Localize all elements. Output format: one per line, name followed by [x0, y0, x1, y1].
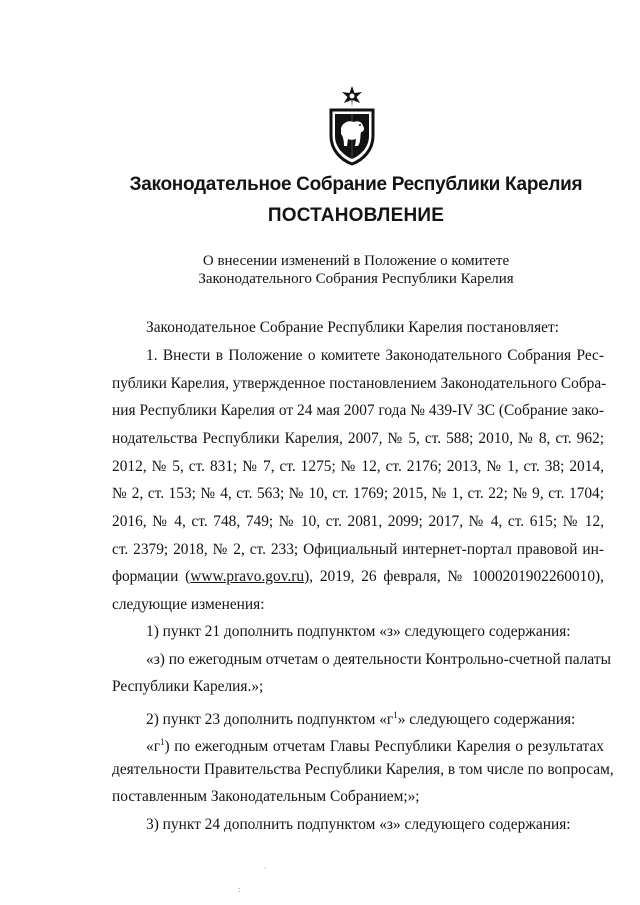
body-line-10: формации (www.pravo.gov.ru), 2019, 26 февраля, № 1000201902260010),: [112, 568, 604, 585]
karelia-coat-of-arms-icon: [327, 84, 377, 166]
item-1: 1) пункт 21 дополнить подпунктом «з» следующего содержания:: [146, 623, 571, 640]
body-line-5: нодательства Республики Карелия, 2007, № 5, ст. 588; 2010, № 8, ст. 962;: [112, 430, 604, 447]
body-line-8: 2016, № 4, ст. 748, 749; № 10, ст. 2081, 2099; 2017, № 4, ст. 615; № 12,: [112, 513, 604, 530]
body-line-9: ст. 2379; 2018, № 2, ст. 233; Официальный интернет-портал правовой ин-: [112, 541, 604, 558]
item-2-text-line-2: деятельности Правительства Республики Карелия, в том числе по вопросам,: [112, 761, 614, 778]
item-2: 2) пункт 23 дополнить подпунктом «$г^1$» следующего содержания:: [146, 710, 576, 729]
item-2-text-line-3: поставленным Законодательным Собранием;»;: [112, 788, 420, 805]
body-line-2: 1. Внести в Положение о комитете Законодательного Собрания Рес-: [146, 347, 604, 364]
body-line-11: следующие изменения:: [112, 596, 265, 613]
body-line-1: Законодательное Собрание Республики Карелия постановляет:: [146, 319, 560, 336]
body-line-6: 2012, № 5, ст. 831; № 7, ст. 1275; № 12, ст. 2176; 2013, № 1, ст. 38; 2014,: [112, 458, 604, 475]
pravo-gov-link[interactable]: www.pravo.gov.ru: [190, 568, 305, 585]
organization-title: Законодательное Собрание Республики Карелия: [129, 174, 583, 195]
item-3: 3) пункт 24 дополнить подпунктом «з» следующего содержания:: [146, 816, 571, 833]
document-type-title: ПОСТАНОВЛЕНИЕ: [267, 205, 445, 226]
body-line-4: ния Республики Карелия от 24 мая 2007 года № 439-IV ЗС (Собрание зако-: [112, 402, 604, 419]
item-1-text-line-1: «з) по ежегодным отчетам о деятельности Контрольно-счетной палаты: [146, 651, 611, 668]
document-subject: [0, 252, 640, 288]
subject-line-1: О внесении изменений в Положение о комитете: [202, 253, 510, 269]
footer-mark-2: :: [238, 885, 241, 894]
footer-mark-1: ·: [264, 864, 267, 873]
body-line-7: № 2, ст. 153; № 4, ст. 563; № 10, ст. 1769; 2015, № 1, ст. 22; № 9, ст. 1704;: [112, 485, 604, 502]
body-line-3: публики Карелия, утвержденное постановлением Законодательного Собра-: [112, 375, 607, 392]
item-2-text-line-1: «$г^1$) по ежегодным отчетам Главы Республики Карелия о результатах: [146, 737, 604, 756]
item-1-text-line-2: Республики Карелия.»;: [112, 678, 264, 695]
subject-line-2: Законодательного Собрания Республики Карелия: [198, 271, 514, 287]
